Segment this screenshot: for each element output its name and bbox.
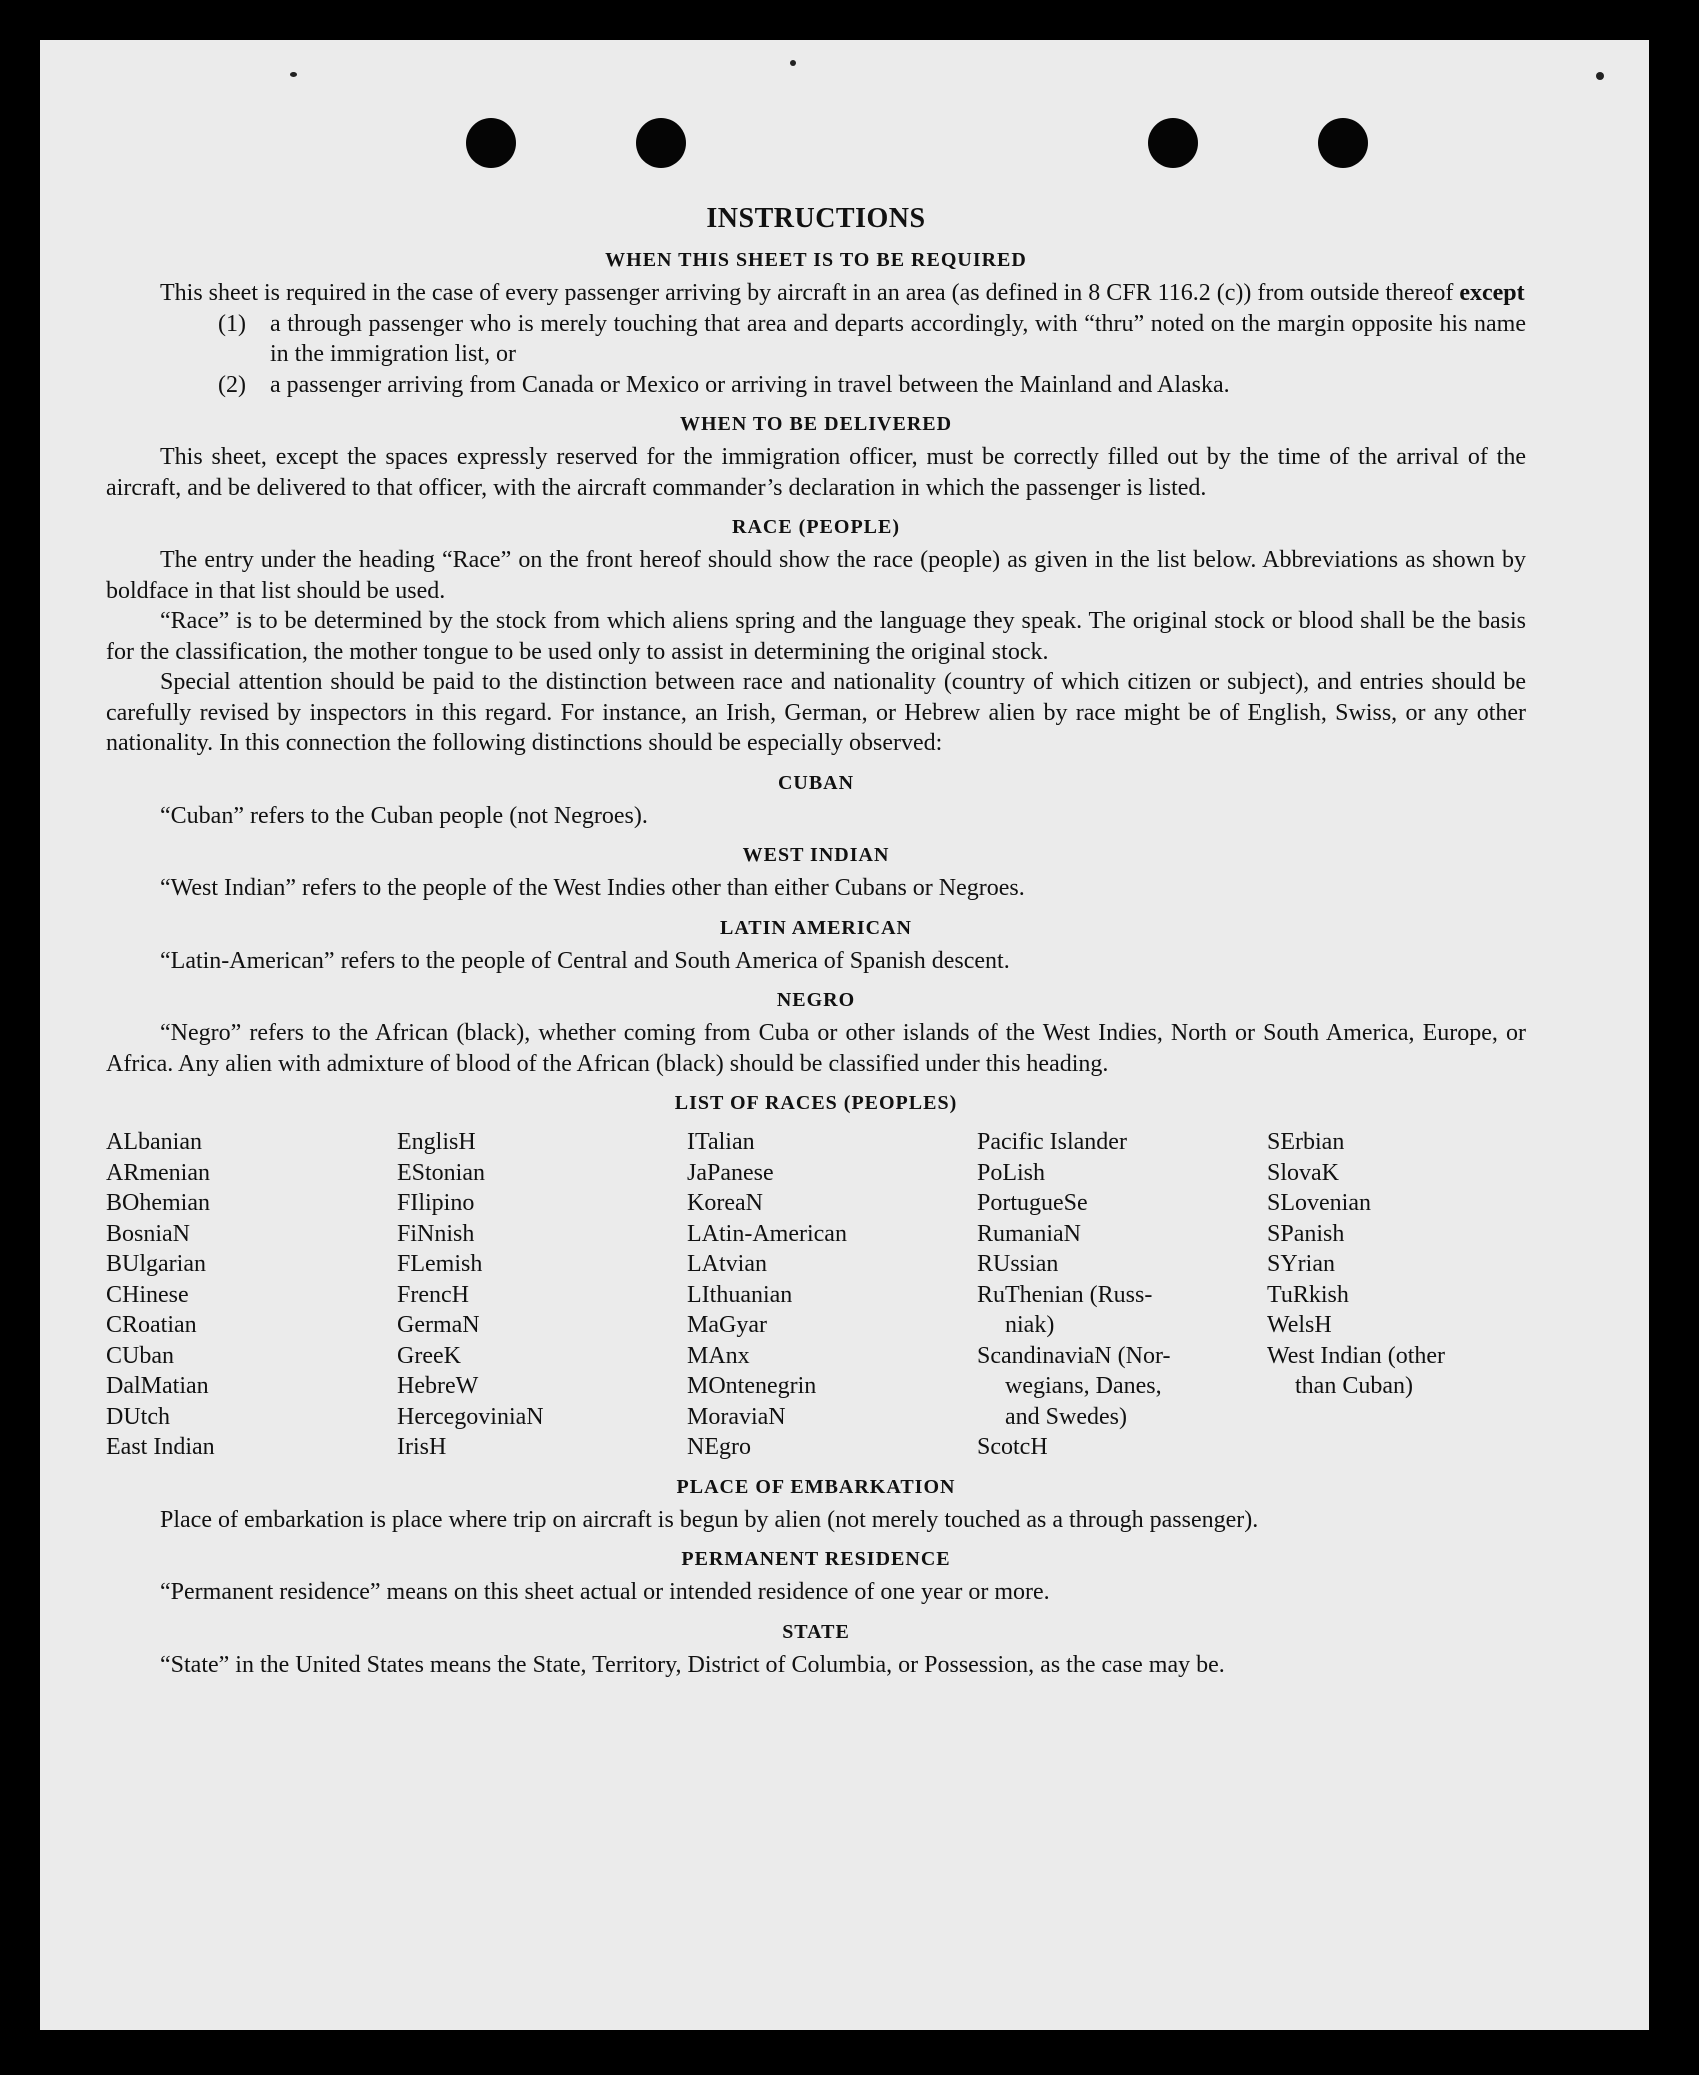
punch-hole (1148, 118, 1198, 168)
paragraph: Place of embarkation is place where trip on aircraft is begun by alien (not merely touched as a through passenger). (160, 1506, 1259, 1533)
section-heading: WEST INDIAN (742, 844, 890, 866)
race-entry: PortugueSe (977, 1190, 1088, 1216)
paragraph: Special attention should be paid to the distinction between race and nationality (country of which citizen or subject), and entries should be carefully revised by inspectors in this regard. For instance, an Irish, German, or Hebrew alien by race might be of English, Swiss, or any other nationality. In this connection the following distinctions should be especially observed: (106, 669, 1526, 756)
race-entry: DalMatian (106, 1373, 209, 1399)
race-entry: BosniaN (106, 1220, 190, 1247)
races-column (1267, 1127, 1526, 1463)
race-entry: KoreaN (687, 1190, 763, 1216)
race-entry: BUlgarian (106, 1251, 206, 1277)
race-entry: FLemish (397, 1251, 483, 1277)
race-entry: than Cuban) (1295, 1373, 1413, 1399)
race-entry: JaPanese (687, 1159, 774, 1186)
race-entry: TuRkish (1267, 1281, 1349, 1308)
race-entry: BOhemian (106, 1190, 210, 1216)
race-entry: ITalian (687, 1129, 755, 1155)
punch-hole (466, 118, 516, 168)
race-entry: RuThenian (Russ- (977, 1281, 1153, 1308)
races-column (977, 1127, 1267, 1463)
race-entry: ALbanian (106, 1129, 202, 1155)
race-entry: FIlipino (397, 1190, 475, 1216)
race-entry: wegians, Danes, (1005, 1373, 1162, 1399)
section-heading: STATE (782, 1620, 850, 1643)
race-entry: FiNnish (397, 1220, 475, 1247)
document-sheet (40, 40, 1649, 2030)
races-column (106, 1127, 397, 1463)
races-column (687, 1127, 977, 1463)
race-entry: MOntenegrin (687, 1373, 817, 1399)
paragraph: This sheet, except the spaces expressly reserved for the immigration officer, must be correctly filled out by the time of the arrival of the aircraft, and be delivered to that officer, with the aircraft commander’s declaration in which the passenger is listed. (106, 444, 1526, 501)
race-entry: LAtin-American (687, 1220, 847, 1247)
paragraph: The entry under the heading “Race” on the front hereof should show the race (people) as given in the list below. Abbreviations as shown by boldface in that list should be used. (106, 547, 1526, 604)
race-entry: HercegoviniaN (397, 1403, 544, 1430)
race-entry: SErbian (1267, 1129, 1345, 1155)
paragraph: “Cuban” refers to the Cuban people (not Negroes). (160, 802, 648, 829)
race-entry: HebreW (397, 1373, 479, 1399)
race-entry: CUban (106, 1342, 174, 1369)
race-entry: and Swedes) (1005, 1403, 1127, 1430)
list-item: (2) a passenger arriving from Canada or Mexico or arriving in travel between the Mainland and Alaska. (218, 371, 1230, 398)
race-entry: PoLish (977, 1159, 1046, 1186)
speck (290, 72, 297, 77)
section-heading: LIST OF RACES (PEOPLES) (674, 1092, 958, 1114)
race-entry: East Indian (106, 1434, 215, 1460)
race-entry: ScotcH (977, 1434, 1048, 1460)
punch-hole (636, 118, 686, 168)
paragraph: “Latin-American” refers to the people of Central and South America of Spanish descent. (160, 947, 1010, 974)
section-heading: CUBAN (777, 771, 855, 794)
section-heading: WHEN TO BE DELIVERED (679, 413, 953, 435)
paragraph: This sheet is required in the case of every passenger arriving by aircraft in an area (as defined in 8 CFR 116.2 (c)) from outside thereof except (160, 280, 1525, 306)
section-heading: PERMANENT RESIDENCE (681, 1548, 951, 1570)
section-heading: LATIN AMERICAN (720, 916, 912, 939)
race-entry: MAnx (687, 1342, 750, 1369)
speck (1596, 72, 1604, 80)
paragraph: “West Indian” refers to the people of the West Indies other than either Cubans or Negroes. (160, 875, 1025, 901)
page-title: INSTRUCTIONS (706, 203, 926, 234)
list-item: (1) a through passenger who is merely touching that area and departs accordingly, with “thru” noted on the margin opposite his name in the immigration list, or (218, 310, 1526, 367)
speck (790, 60, 796, 66)
race-entry: GermaN (397, 1312, 480, 1338)
race-entry: CHinese (106, 1281, 189, 1308)
section-heading: RACE (PEOPLE) (732, 516, 900, 538)
race-entry: GreeK (397, 1342, 461, 1369)
paragraph: “Permanent residence” means on this sheet actual or intended residence of one year or more. (160, 1579, 1050, 1605)
races-list (106, 1127, 1526, 1463)
race-entry: LAtvian (687, 1251, 767, 1277)
race-entry: FrencH (397, 1281, 469, 1308)
race-entry: ScandinaviaN (Nor- (977, 1342, 1171, 1369)
race-entry: SYrian (1267, 1251, 1335, 1277)
race-entry: SlovaK (1267, 1159, 1339, 1186)
paragraph: “State” in the United States means the State, Territory, District of Columbia, or Possession, as the case may be. (160, 1651, 1225, 1678)
race-entry: RUssian (977, 1251, 1059, 1277)
race-entry: MaGyar (687, 1312, 767, 1338)
race-entry: RumaniaN (977, 1220, 1081, 1247)
section-heading: WHEN THIS SHEET IS TO BE REQUIRED (605, 249, 1027, 271)
race-entry: West Indian (other (1267, 1342, 1446, 1369)
section-heading: PLACE OF EMBARKATION (676, 1475, 956, 1498)
race-entry: ARmenian (106, 1159, 210, 1186)
race-entry: NEgro (687, 1434, 751, 1460)
race-entry: MoraviaN (687, 1403, 786, 1430)
race-entry: EStonian (397, 1159, 485, 1186)
races-column (397, 1127, 687, 1463)
race-entry: CRoatian (106, 1312, 197, 1338)
race-entry: EnglisH (397, 1129, 476, 1155)
race-entry: DUtch (106, 1403, 170, 1430)
race-entry: IrisH (397, 1434, 447, 1460)
paragraph: “Negro” refers to the African (black), whether coming from Cuba or other islands of the West Indies, North or South America, Europe, or Africa. Any alien with admixture of blood of the African (black) should be classified under this heading. (106, 1020, 1526, 1077)
instructions-body (106, 202, 1526, 1680)
race-entry: niak) (1005, 1312, 1055, 1338)
race-entry: LIthuanian (687, 1281, 793, 1308)
race-entry: Pacific Islander (977, 1129, 1127, 1155)
punch-hole (1318, 118, 1368, 168)
race-entry: WelsH (1267, 1312, 1332, 1338)
race-entry: SPanish (1267, 1220, 1345, 1247)
section-heading: NEGRO (776, 989, 856, 1011)
paragraph: “Race” is to be determined by the stock from which aliens spring and the language they speak. The original stock or blood shall be the basis for the classification, the mother tongue to be used only to assist in determining the original stock. (106, 608, 1526, 665)
race-entry: SLovenian (1267, 1190, 1371, 1216)
